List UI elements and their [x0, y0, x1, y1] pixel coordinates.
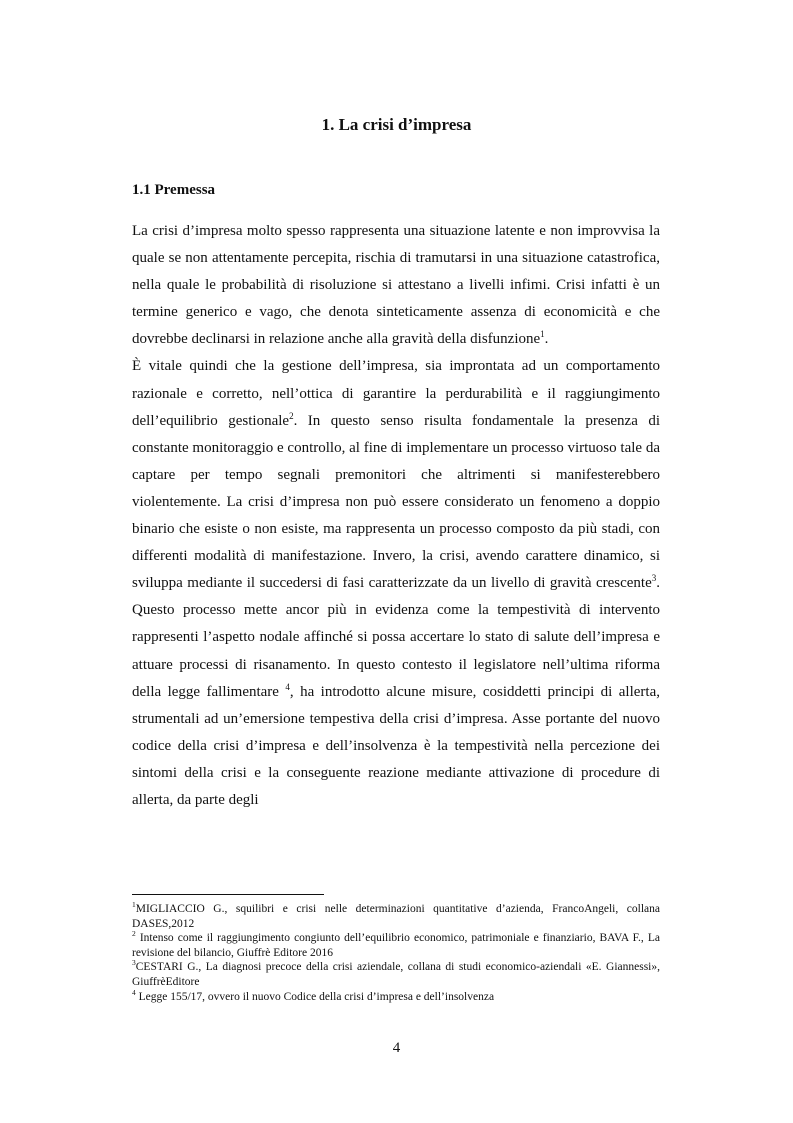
footnote-text-3: CESTARI G., La diagnosi precoce della crisi aziendale, collana di studi economico-aziendali «E. Giannessi», GiuffrèEditore	[132, 961, 660, 988]
paragraph-1-text: La crisi d’impresa molto spesso rappresenta una situazione latente e non improvvisa la quale se non attentamente percepita, rischia di tramutarsi in una situazione catastrofica, nella quale le probabilità di risoluzione si attestano a livelli infimi. Crisi infatti è un termine generico e vago, che denota sinteticamente assenza di economicità e che dovrebbe declinarsi in relazione anche alla gravità della disfunzione	[132, 223, 660, 348]
paragraph-2-part-d: , ha introdotto alcune misure, cosiddetti principi di allerta, strumentali ad un’emersione tempestiva della crisi d’impresa. Asse portante del nuovo codice della crisi d’impresa e dell’insolvenza è la tempestività nella percezione dei sintomi della crisi e la conseguente reazione mediante attivazione di procedure di allerta, da parte degli	[132, 683, 660, 808]
footnote-ref-2: 2	[289, 410, 294, 421]
page-number: 4	[392, 1040, 401, 1056]
section-heading: 1.1 Premessa	[132, 182, 216, 198]
paragraph-2-part-a: È vitale quindi che la gestione dell’impresa, sia improntata ad un comportamento razionale e corretto, nell’ottica di garantire la perdurabilità e il raggiungimento dell’equilibrio gestionale	[132, 358, 660, 429]
footnotes	[132, 902, 660, 1004]
footnote-ref-3: 3	[651, 573, 657, 584]
footnote-text-2: Intenso come il raggiungimento congiunto dell’equilibrio economico, patrimoniale e finanziario, BAVA F., La revisione del bilancio, Giuffrè Editore 2016	[132, 932, 660, 959]
footnote-divider	[132, 894, 324, 895]
footnote-ref-4: 4	[285, 681, 290, 692]
paragraph-2	[132, 353, 660, 814]
footnote-mark-1: 1	[132, 900, 136, 910]
footnote-2	[132, 931, 660, 960]
paragraph-2-part-c: . Questo processo mette ancor più in evidenza come la tempestività di intervento rappresenti l’aspetto nodale affinché si possa accertare lo stato di salute dell’impresa e attuare processi di risanamento. In questo contesto il legislatore nell’ultima riforma della legge fallimentare	[132, 575, 660, 700]
body-text	[132, 218, 660, 814]
footnote-4	[132, 987, 660, 1005]
footnote-mark-4: 4	[132, 987, 136, 997]
footnote-3	[132, 960, 660, 989]
paragraph-1	[132, 218, 660, 353]
paragraph-2-part-b: . In questo senso risulta fondamentale la presenza di constante monitoraggio e controllo, al fine di implementare un processo virtuoso tale da captare per tempo segnali premonitori che altrimenti si manifesterebbero violentemente. La crisi d’impresa non può essere considerato un fenomeno a doppio binario che esiste o non esiste, ma rappresenta un processo composto da più stadi, con differenti modalità di manifestazione. Invero, la crisi, avendo carattere dinamico, si sviluppa mediante il succedersi di fasi caratterizzate da un livello di gravità crescente	[132, 412, 660, 592]
footnote-text-4: Legge 155/17, ovvero il nuovo Codice della crisi d’impresa e dell’insolvenza	[135, 990, 495, 1003]
footnote-mark-3: 3	[132, 958, 136, 968]
footnote-text-1: MIGLIACCIO G., squilibri e crisi nelle determinazioni quantitative d’azienda, FrancoAngeli, collana DASES,2012	[132, 903, 660, 930]
footnote-1	[132, 902, 660, 931]
footnote-mark-2: 2	[132, 929, 136, 939]
footnote-ref-1: 1	[540, 329, 545, 340]
paragraph-1-end: .	[544, 331, 549, 348]
chapter-title: 1. La crisi d’impresa	[321, 115, 472, 134]
